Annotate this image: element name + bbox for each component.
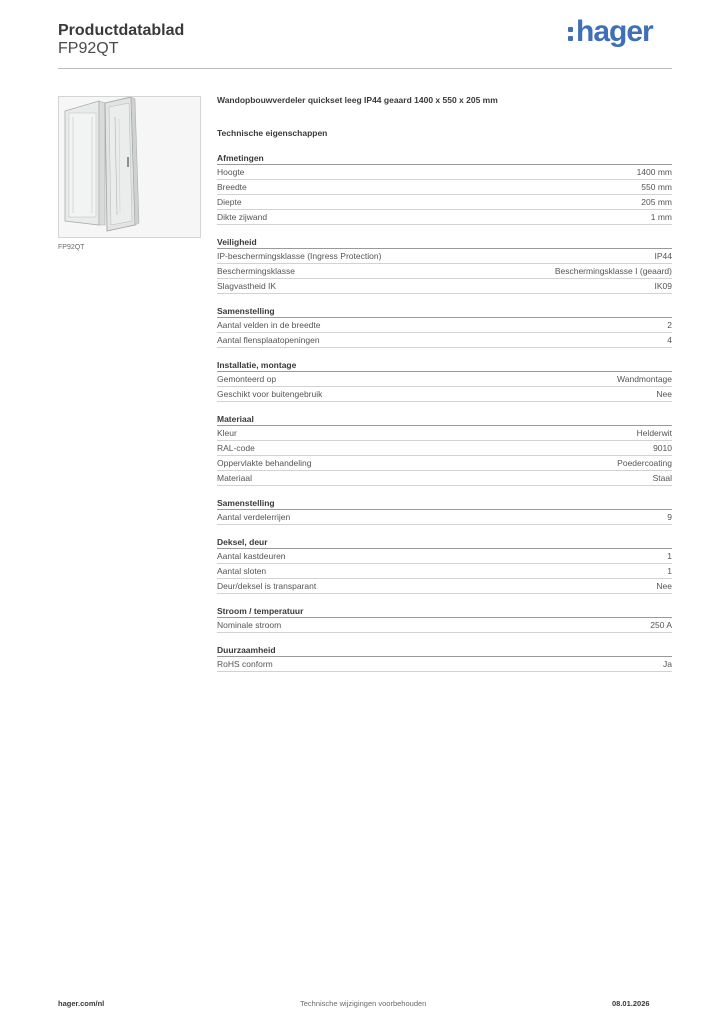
spec-label: Dikte zijwand — [217, 212, 268, 222]
spec-section — [217, 644, 672, 672]
spec-row — [217, 249, 672, 264]
spec-row — [217, 333, 672, 348]
section-title: Samenstelling — [217, 305, 672, 318]
spec-row — [217, 618, 672, 633]
spec-content — [217, 95, 672, 683]
section-title: Duurzaamheid — [217, 644, 672, 657]
spec-row — [217, 279, 672, 294]
section-title: Stroom / temperatuur — [217, 605, 672, 618]
spec-row — [217, 165, 672, 180]
spec-row — [217, 210, 672, 225]
specs-title: Technische eigenschappen — [217, 128, 328, 138]
spec-label: Aantal sloten — [217, 566, 267, 576]
spec-row — [217, 510, 672, 525]
spec-row — [217, 441, 672, 456]
spec-row — [217, 180, 672, 195]
spec-label: Oppervlakte behandeling — [217, 458, 312, 468]
product-description: Wandopbouwverdeler quickset leeg IP44 geaard 1400 x 550 x 205 mm — [217, 95, 498, 105]
spec-section — [217, 413, 672, 486]
spec-value: Helderwit — [636, 428, 672, 438]
spec-value: 4 — [667, 335, 672, 345]
section-title: Afmetingen — [217, 152, 672, 165]
spec-section — [217, 305, 672, 348]
spec-section — [217, 236, 672, 294]
spec-value: Ja — [663, 659, 672, 669]
spec-sections — [217, 152, 672, 672]
spec-value: 9010 — [653, 443, 672, 453]
spec-value: 250 A — [650, 620, 672, 630]
spec-value: 205 mm — [641, 197, 672, 207]
spec-label: Hoogte — [217, 167, 245, 177]
section-title: Installatie, montage — [217, 359, 672, 372]
footer-website[interactable]: hager.com/nl — [58, 999, 105, 1008]
logo-dots-icon — [568, 27, 573, 41]
spec-row — [217, 318, 672, 333]
spec-section — [217, 152, 672, 225]
header-divider — [58, 68, 672, 69]
spec-row — [217, 387, 672, 402]
spec-label: Nominale stroom — [217, 620, 282, 630]
spec-label: Aantal kastdeuren — [217, 551, 286, 561]
spec-label: Geschikt voor buitengebruik — [217, 389, 323, 399]
spec-value: Staal — [652, 473, 672, 483]
spec-row — [217, 471, 672, 486]
spec-section — [217, 359, 672, 402]
section-title: Samenstelling — [217, 497, 672, 510]
spec-label: Aantal velden in de breedte — [217, 320, 321, 330]
spec-label: Breedte — [217, 182, 247, 192]
product-image — [58, 96, 201, 238]
spec-section — [217, 605, 672, 633]
image-caption: FP92QT — [58, 244, 85, 251]
spec-label: Aantal flensplaatopeningen — [217, 335, 320, 345]
spec-row — [217, 456, 672, 471]
spec-value: Wandmontage — [617, 374, 672, 384]
spec-value: IP44 — [654, 251, 672, 261]
footer-notice: Technische wijzigingen voorbehouden — [300, 999, 427, 1008]
spec-label: RoHS conform — [217, 659, 273, 669]
section-title: Deksel, deur — [217, 536, 672, 549]
spec-row — [217, 564, 672, 579]
spec-row — [217, 579, 672, 594]
product-code: FP92QT — [58, 40, 119, 57]
spec-section — [217, 497, 672, 525]
spec-row — [217, 657, 672, 672]
spec-row — [217, 426, 672, 441]
spec-label: RAL-code — [217, 443, 255, 453]
cabinet-illustration — [59, 97, 200, 237]
spec-value: 9 — [667, 512, 672, 522]
spec-label: Gemonteerd op — [217, 374, 277, 384]
spec-value: 1 — [667, 551, 672, 561]
spec-label: Materiaal — [217, 473, 252, 483]
spec-value: 1 mm — [650, 212, 672, 222]
spec-value: 1 — [667, 566, 672, 576]
spec-value: IK09 — [654, 281, 672, 291]
spec-label: Kleur — [217, 428, 237, 438]
logo-text: hager — [576, 15, 653, 48]
spec-label: Diepte — [217, 197, 242, 207]
spec-value: 1400 mm — [636, 167, 672, 177]
spec-value: 2 — [667, 320, 672, 330]
spec-label: Deur/deksel is transparant — [217, 581, 317, 591]
spec-row — [217, 549, 672, 564]
spec-row — [217, 195, 672, 210]
spec-value: 550 mm — [641, 182, 672, 192]
spec-section — [217, 536, 672, 594]
spec-value: Poedercoating — [617, 458, 672, 468]
spec-label: IP-beschermingsklasse (Ingress Protection) — [217, 251, 382, 261]
spec-row — [217, 264, 672, 279]
page-title: Productdatablad — [58, 22, 185, 39]
footer-date: 08.01.2026 — [612, 999, 650, 1008]
spec-value: Beschermingsklasse I (geaard) — [554, 266, 672, 276]
spec-value: Nee — [656, 389, 672, 399]
spec-label: Slagvastheid IK — [217, 281, 277, 291]
spec-label: Aantal verdelerrijen — [217, 512, 291, 522]
spec-value: Nee — [656, 581, 672, 591]
spec-label: Beschermingsklasse — [217, 266, 295, 276]
spec-row — [217, 372, 672, 387]
section-title: Veiligheid — [217, 236, 672, 249]
hager-logo — [568, 16, 653, 48]
section-title: Materiaal — [217, 413, 672, 426]
